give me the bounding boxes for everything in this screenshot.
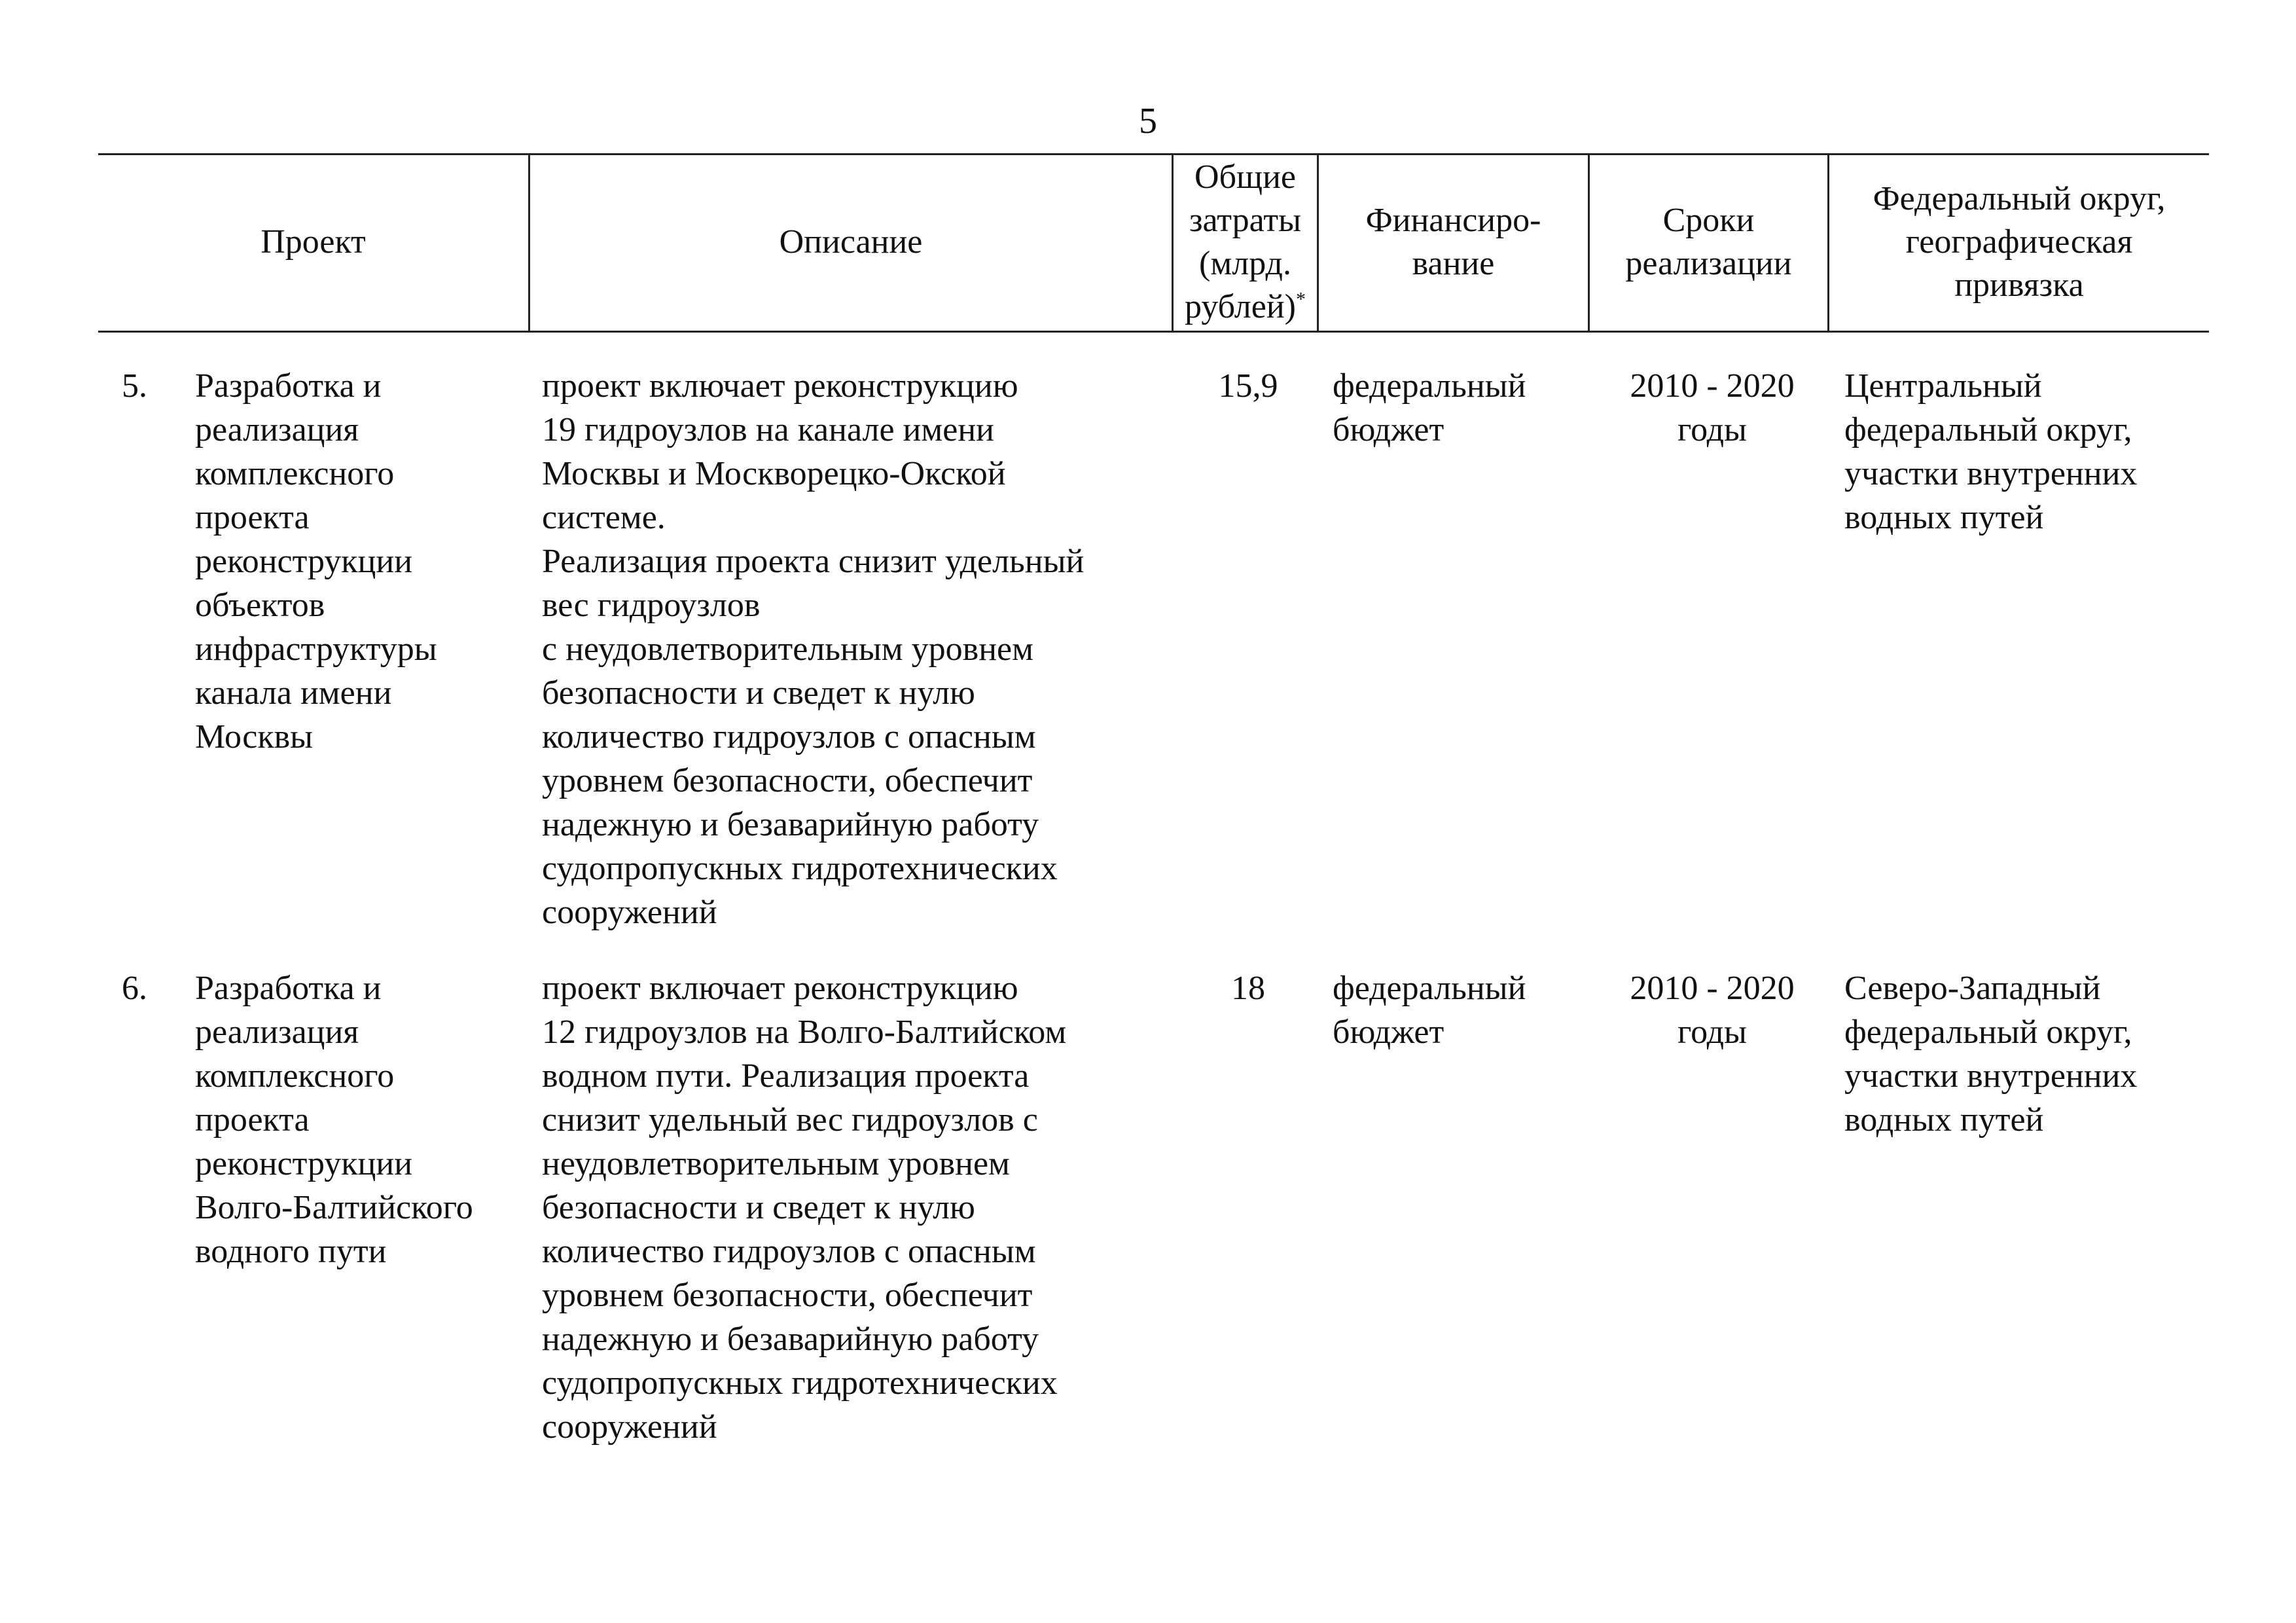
project-description: проект включает реконструкцию 19 гидроузлов на канале имени Москвы и Москворецко-Окской системе. Реализация проекта снизит удельный вес гидроузлов с неудовлетворительным уровнем безопасности и сведет к нулю количество гидроузлов с опасным уровнем безопасности, обеспечит надежную и безаварийную работу судопропускных гидротехнических сооружений: [542, 367, 1085, 931]
header-description: Описание: [779, 223, 923, 261]
project-terms: 2010 - 2020 годы: [1630, 970, 1795, 1051]
project-district: Северо-Западный федеральный округ, участки внутренних водных путей: [1844, 970, 2138, 1139]
page-number: 5: [1139, 101, 1157, 141]
project-cost: 15,9: [1218, 367, 1278, 405]
project-cost: 18: [1231, 970, 1265, 1007]
project-financing: федеральный бюджет: [1333, 367, 1526, 448]
table-header-bottom-rule: [98, 331, 2209, 333]
project-description: проект включает реконструкцию 12 гидроузлов на Волго-Балтийском водном пути. Реализация проекта снизит удельный вес гидроузлов с неудовлетворительным уровнем безопасности и сведет к нулю количество гидроузлов с опасным уровнем безопасности, обеспечит надежную и безаварийную работу судопропускных гидротехнических сооружений: [542, 970, 1067, 1446]
header-terms: Сроки реализации: [1625, 202, 1792, 282]
header-cost: Общие затраты (млрд. рублей)*: [1185, 158, 1306, 325]
project-name: Разработка и реализация комплексного проекта реконструкции объектов инфраструктуры канала имени Москвы: [195, 367, 437, 756]
row-number: 6.: [122, 970, 147, 1007]
project-name: Разработка и реализация комплексного проекта реконструкции Волго-Балтийского водного пути: [195, 970, 473, 1270]
header-project: Проект: [260, 223, 366, 261]
footnote-mark: *: [1295, 288, 1306, 310]
row-number: 5.: [122, 367, 147, 405]
project-financing: федеральный бюджет: [1333, 970, 1526, 1051]
header-district: Федеральный округ, географическая привязка: [1873, 180, 2166, 304]
project-district: Центральный федеральный округ, участки внутренних водных путей: [1844, 367, 2138, 536]
project-terms: 2010 - 2020 годы: [1630, 367, 1795, 448]
header-financing: Финансиро- вание: [1365, 202, 1541, 282]
